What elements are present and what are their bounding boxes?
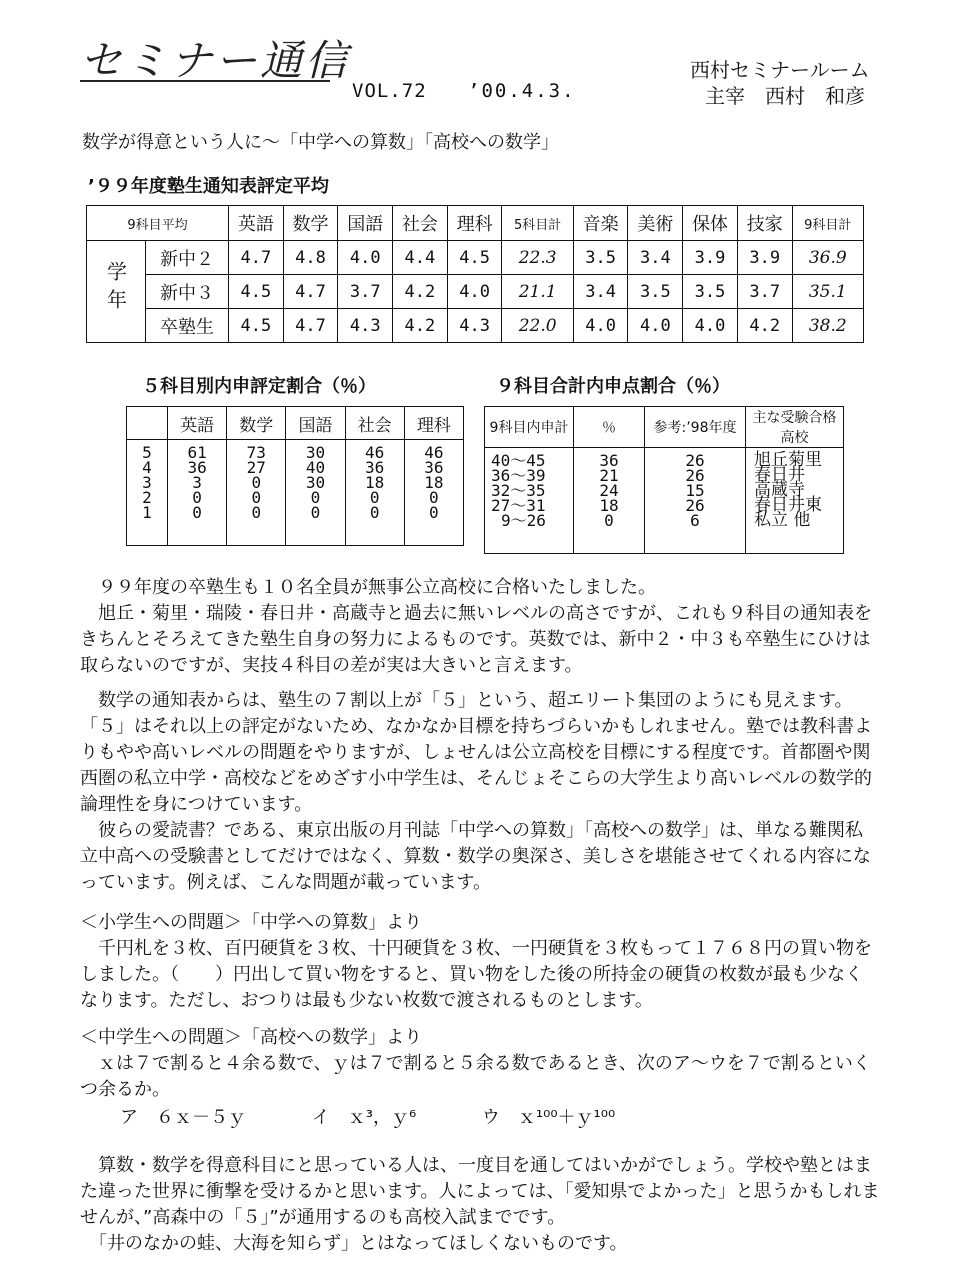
- table-cell: 4.5: [229, 275, 284, 309]
- column-header: 理科: [404, 407, 463, 440]
- table-header-row: [87, 206, 864, 241]
- grade-average-table-title: ’９９年度塾生通知表評定平均: [88, 176, 329, 197]
- problem-heading: ＜小学生への問題＞「中学への算数」より: [80, 912, 422, 933]
- paragraph-text: 算数・数学を得意科目にと思っている人は、一度目を通してはいかがでしょう。学校や塾とはまた違った世界に衝撃を受けるかと思います。人によっては、「愛知県でよかった」と思うかもしれませんが、”高森中の「５」”が通用するのも高校入試までです。: [80, 1155, 880, 1228]
- reference-value: 26: [685, 451, 705, 470]
- percent-value: 30: [305, 473, 326, 492]
- table-cell: 4.0: [628, 309, 683, 343]
- article-subtitle: 数学が得意という人に～「中学への算数」「高校への数学」: [82, 132, 559, 153]
- column-header: 理科: [447, 206, 502, 241]
- table-cell: 4.2: [393, 275, 448, 309]
- table-cell: [574, 448, 645, 554]
- rating-value: 1: [142, 503, 152, 522]
- column-header: 英語: [168, 407, 227, 440]
- table-row: [87, 241, 864, 275]
- score-range: 32～35: [491, 481, 546, 500]
- percent-value: 40: [305, 458, 326, 477]
- school-name: 春日井: [754, 465, 805, 485]
- column-header: 数学: [283, 206, 338, 241]
- table-cell: [286, 440, 345, 546]
- percent-value: 21: [599, 466, 619, 485]
- column-header: 参考:’98年度: [645, 407, 746, 448]
- column-header: 国語: [286, 407, 345, 440]
- grade-average-table: [86, 205, 864, 343]
- table-cell: 36.9: [792, 241, 863, 275]
- table-cell: 4.3: [447, 309, 502, 343]
- table-cell: 4.7: [283, 275, 338, 309]
- table-row: [127, 440, 464, 546]
- rating-value: 3: [142, 473, 152, 492]
- percent-value: 30: [305, 443, 326, 462]
- score-range: 9～26: [501, 511, 546, 530]
- table-cell: 3.4: [573, 275, 628, 309]
- supervisor-name: 主宰 西村 和彦: [705, 84, 865, 108]
- table-cell: 3.5: [573, 241, 628, 275]
- junior-high-problem: [80, 1025, 880, 1103]
- table-cell: [485, 448, 574, 554]
- row-label: 新中２: [146, 241, 229, 275]
- problem-expressions: [120, 1103, 675, 1129]
- table-cell: 3.7: [737, 275, 792, 309]
- row-group-label: [87, 241, 146, 343]
- percent-value: 18: [599, 496, 619, 515]
- percent-value: 73: [246, 443, 266, 462]
- table-cell: 22.3: [502, 241, 573, 275]
- subject-rating-table-title: ５科目別内申評定割合（％）: [142, 376, 376, 397]
- paragraph-text: ９９年度の卒塾生も１０名全員が無事公立高校に合格いたしました。: [80, 577, 656, 598]
- table-cell: [746, 448, 844, 554]
- percent-value: 0: [251, 503, 262, 522]
- percent-value: 18: [365, 473, 385, 492]
- newsletter-title: セミナー通信: [80, 36, 351, 85]
- table-cell: 22.0: [502, 309, 573, 343]
- percent-value: 0: [604, 511, 614, 530]
- table-cell: 38.2: [792, 309, 863, 343]
- table-cell: 3.9: [683, 241, 738, 275]
- table-cell: [127, 440, 168, 546]
- paragraph-math: [80, 688, 880, 896]
- problem-text: ｘは７で割ると４余る数で、ｙは７で割ると５余る数であるとき、次のア～ウを７で割るといくつ余るか。: [80, 1053, 871, 1100]
- table-header-row: [485, 407, 844, 448]
- reference-value: 15: [685, 481, 705, 500]
- table-cell: 35.1: [792, 275, 863, 309]
- table-cell: 4.5: [447, 241, 502, 275]
- table-cell: 4.0: [338, 241, 393, 275]
- percent-value: 36: [599, 451, 619, 470]
- table-cell: 4.0: [683, 309, 738, 343]
- percent-value: 3: [192, 473, 202, 492]
- column-header: [127, 407, 168, 440]
- percent-value: 0: [369, 488, 380, 507]
- table-cell: 4.2: [393, 309, 448, 343]
- percent-value: 0: [251, 473, 262, 492]
- table-header-row: [127, 407, 464, 440]
- percent-value: 61: [187, 443, 207, 462]
- subject-rating-table: [126, 406, 464, 546]
- table-cell: 21.1: [502, 275, 573, 309]
- school-name: 高蔵寺: [754, 480, 805, 500]
- percent-value: 46: [365, 443, 385, 462]
- grade-year-label: 学年: [103, 261, 128, 317]
- percent-value: 0: [429, 503, 439, 522]
- paragraph-text: 旭丘・菊里・瑞陵・春日井・高蔵寺と過去に無いレベルの高さですが、これも９科目の通知表をきちんとそろえてきた塾生自身の努力によるものです。英数では、新中２・中３も卒塾生にひけは取らないのですが、実技４科目の差が実は大きいと言えます。: [80, 603, 872, 676]
- percent-value: 36: [365, 458, 385, 477]
- column-header: 美術: [628, 206, 683, 241]
- column-header: 主な受験合格高校: [746, 407, 844, 448]
- column-header: 社会: [393, 206, 448, 241]
- row-label: 卒塾生: [146, 309, 229, 343]
- row-label: 新中３: [146, 275, 229, 309]
- percent-value: 0: [369, 503, 380, 522]
- column-header: 技家: [737, 206, 792, 241]
- table-cell: 4.0: [573, 309, 628, 343]
- table-cell: 4.2: [737, 309, 792, 343]
- table-cell: [645, 448, 746, 554]
- reference-value: 26: [685, 496, 705, 515]
- school-name: 私立 他: [754, 510, 811, 530]
- table-cell: [168, 440, 227, 546]
- paragraph-closing: [80, 1153, 880, 1257]
- column-header: 9科目計: [792, 206, 863, 241]
- expression-i: イ ｘ³，ｙ⁶: [311, 1107, 417, 1128]
- table-row: [485, 448, 844, 554]
- table-cell: 4.3: [338, 309, 393, 343]
- score-range: 40～45: [491, 451, 546, 470]
- table-cell: 3.4: [628, 241, 683, 275]
- problem-text: 千円札を３枚、百円硬貨を３枚、十円硬貨を３枚、一円硬貨を３枚もって１７６８円の買い物をしました。（ ）円出して買い物をすると、買い物をした後の所持金の硬貨の枚数が最も少なくなります。ただし、おつりは最も少ない枚数で渡されるものとします。: [80, 938, 872, 1011]
- percent-value: 0: [192, 488, 202, 507]
- expression-a: ア ６ｘ－５ｙ: [120, 1107, 246, 1128]
- table-cell: [227, 440, 286, 546]
- paragraph-text: 「井のなかの蛙、大海を知らず」とはなってほしくないものです。: [80, 1233, 628, 1254]
- percent-value: 46: [424, 443, 444, 462]
- table-cell: [404, 440, 463, 546]
- column-header: 数学: [227, 407, 286, 440]
- table-cell: 3.5: [683, 275, 738, 309]
- percent-value: 0: [251, 488, 262, 507]
- percent-value: 0: [429, 488, 439, 507]
- percent-value: 24: [599, 481, 619, 500]
- reference-value: 6: [690, 511, 700, 530]
- table-corner-cell: 9科目平均: [87, 206, 229, 241]
- table-cell: 3.7: [338, 275, 393, 309]
- problem-heading: ＜中学生への問題＞「高校への数学」より: [80, 1027, 422, 1048]
- score-range: 36～39: [491, 466, 546, 485]
- elementary-problem: [80, 910, 880, 1014]
- table-cell: 4.7: [283, 309, 338, 343]
- organization-name: 西村セミナールーム: [690, 58, 870, 82]
- table-cell: [345, 440, 404, 546]
- table-cell: 4.8: [283, 241, 338, 275]
- total-score-table: [484, 406, 844, 554]
- percent-value: 18: [424, 473, 444, 492]
- issue-date: ’00.4.3.: [468, 80, 576, 102]
- score-range: 27～31: [491, 496, 546, 515]
- percent-value: 27: [246, 458, 266, 477]
- percent-value: 0: [310, 488, 321, 507]
- rating-value: 4: [142, 458, 152, 477]
- reference-value: 26: [685, 466, 705, 485]
- column-header: 9科目内申計: [485, 407, 574, 448]
- column-header: 国語: [338, 206, 393, 241]
- percent-value: 0: [310, 503, 321, 522]
- table-cell: 4.4: [393, 241, 448, 275]
- table-cell: 4.5: [229, 309, 284, 343]
- table-cell: 4.0: [447, 275, 502, 309]
- volume-number: VOL.72: [352, 80, 427, 102]
- paragraph-results: [80, 575, 880, 679]
- paragraph-text: 彼らの愛読書？である、東京出版の月刊誌「中学への算数」「高校への数学」は、単なる難関私立中高への受験書としてだけではなく、算数・数学の奥深さ、美しさを堪能させてくれる内容になっています。例えば、こんな問題が載っています。: [80, 820, 871, 893]
- column-header: 社会: [345, 407, 404, 440]
- table-cell: 4.7: [229, 241, 284, 275]
- paragraph-text: 数学の通知表からは、塾生の７割以上が「５」という、超エリート集団のようにも見えます。「５」はそれ以上の評定がないため、なかなか目標を持ちづらいかもしれません。塾では教科書よりもやや高いレベルの問題をやりますが、しょせんは公立高校を目標にする程度です。首都圏や関西圏の私立中学・高校などをめざす小中学生は、そんじょそこらの大学生より高いレベルの数学的論理性を身につけています。: [80, 690, 873, 815]
- column-header: 英語: [229, 206, 284, 241]
- school-name: 春日井東: [754, 495, 822, 515]
- table-cell: 3.9: [737, 241, 792, 275]
- expression-u: ウ ｘ¹⁰⁰＋ｙ¹⁰⁰: [481, 1107, 616, 1128]
- total-score-table-title: ９科目合計内申点割合（％）: [496, 376, 730, 397]
- column-header: 保体: [683, 206, 738, 241]
- school-name: 旭丘菊里: [754, 450, 822, 470]
- column-header: 音楽: [573, 206, 628, 241]
- rating-value: 2: [142, 488, 152, 507]
- table-cell: 3.5: [628, 275, 683, 309]
- title-underline: [80, 80, 330, 82]
- column-header: ％: [574, 407, 645, 448]
- rating-value: 5: [142, 443, 152, 462]
- percent-value: 0: [192, 503, 202, 522]
- column-header: 5科目計: [502, 206, 573, 241]
- percent-value: 36: [424, 458, 444, 477]
- percent-value: 36: [187, 458, 207, 477]
- table-row: [87, 275, 864, 309]
- table-row: [87, 309, 864, 343]
